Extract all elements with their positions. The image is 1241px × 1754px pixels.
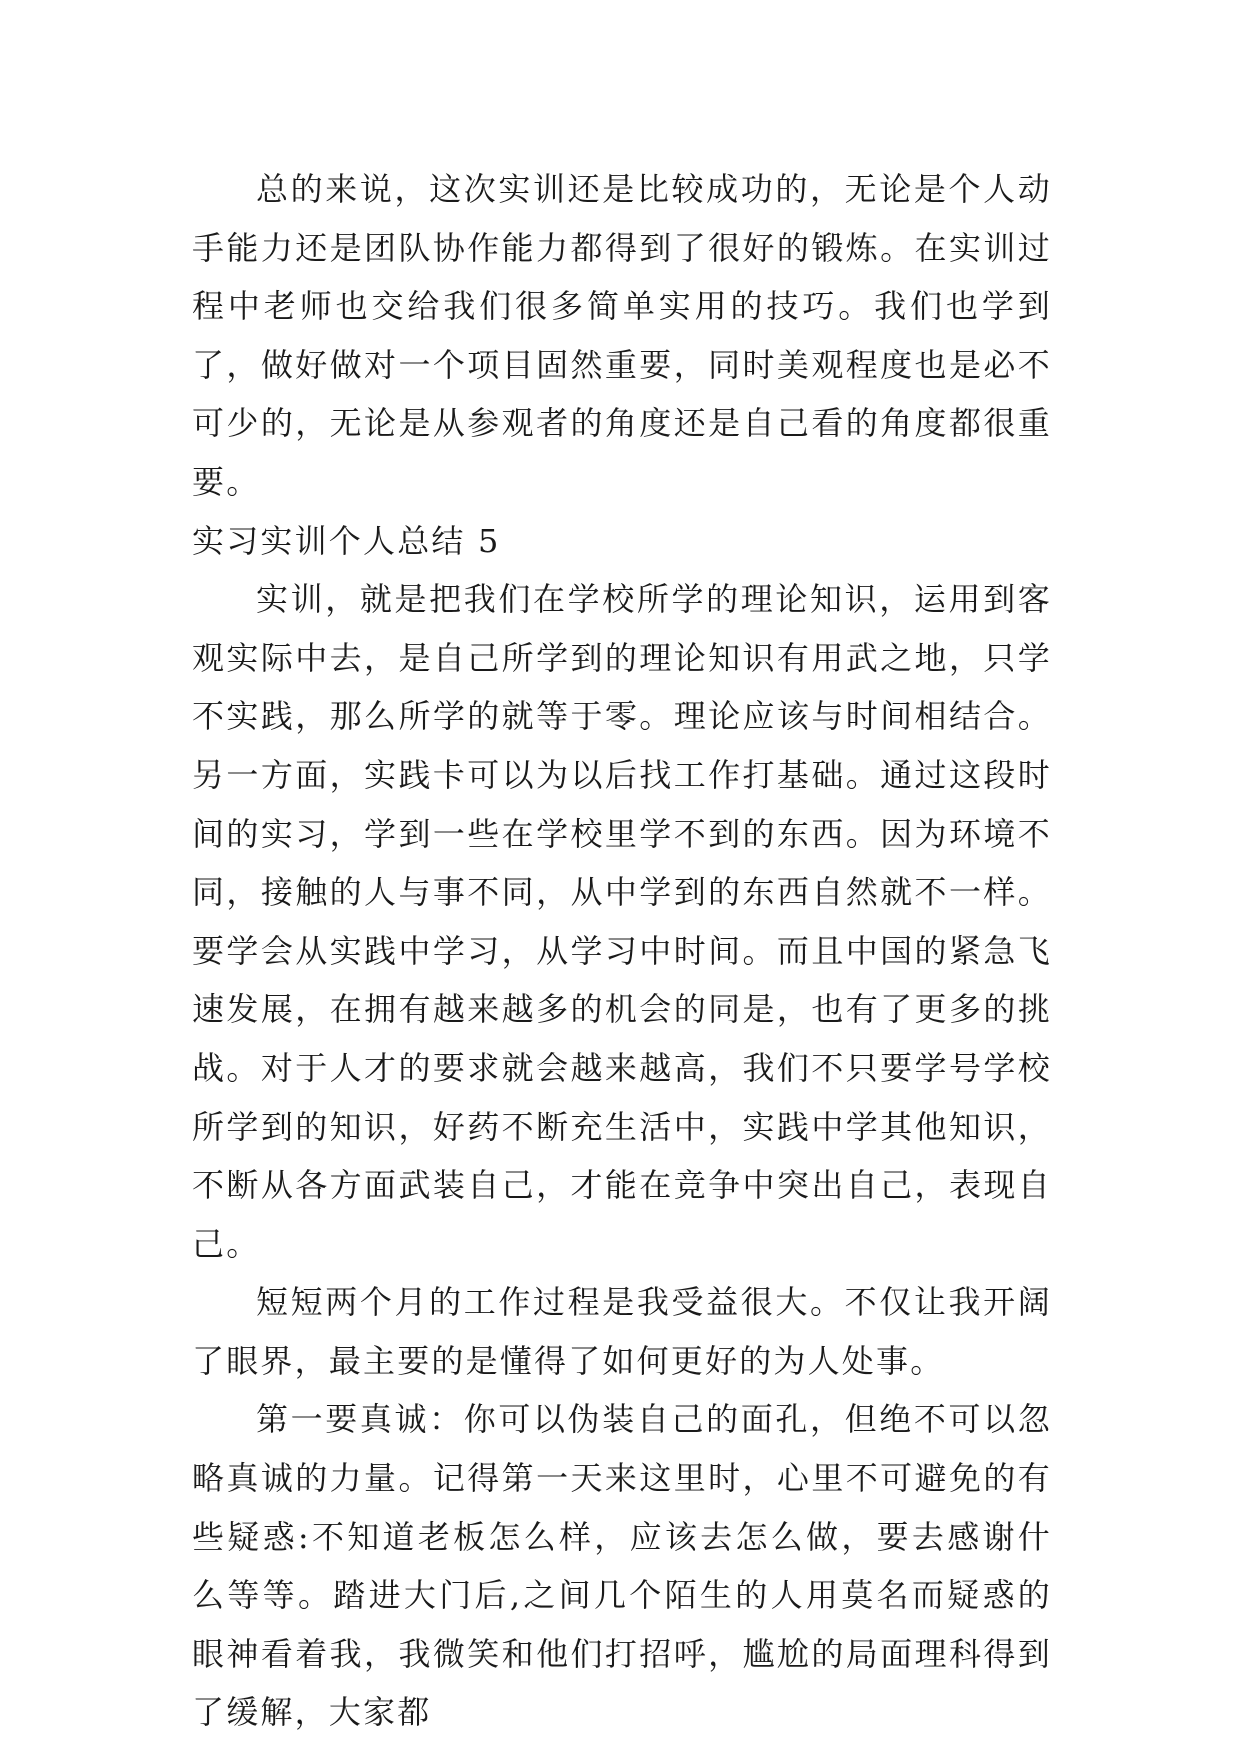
paragraph-summary: 总的来说，这次实训还是比较成功的，无论是个人动手能力还是团队协作能力都得到了很好的锻炼。在实训过程中老师也交给我们很多简单实用的技巧。我们也学到了，做好做对一个项目固然重要，同时美观程度也是必不可少的，无论是从参观者的角度还是自己看的角度都很重要。 [192,170,1052,501]
paragraph-training-definition: 实训，就是把我们在学校所学的理论知识，运用到客观实际中去，是自己所学到的理论知识有用武之地，只学不实践，那么所学的就等于零。理论应该与时间相结合。另一方面，实践卡可以为以后找工作打基础。通过这段时间的实习，学到一些在学校里学不到的东西。因为环境不同，接触的人与事不同，从中学到的东西自然就不一样。要学会从实践中学习，从学习中时间。而且中国的紧急飞速发展，在拥有越来越多的机会的同是，也有了更多的挑战。对于人才的要求就会越来越高，我们不只要学号学校所学到的知识，好药不断充生活中，实践中学其他知识，不断从各方面武装自己，才能在竞争中突出自己，表现自己。 [192,580,1052,1263]
paragraph-two-months: 短短两个月的工作过程是我受益很大。不仅让我开阔了眼界，最主要的是懂得了如何更好的为人处事。 [192,1283,1052,1380]
document-body [192,160,1052,1742]
paragraph-sincerity: 第一要真诚：你可以伪装自己的面孔，但绝不可以忽略真诚的力量。记得第一天来这里时，心里不可避免的有些疑惑:不知道老板怎么样，应该去怎么做，要去感谢什么等等。踏进大门后,之间几个陌生的人用莫名而疑惑的眼神看着我，我微笑和他们打招呼，尴尬的局面理科得到了缓解，大家都 [192,1400,1052,1732]
section-heading: 实习实训个人总结 5 [192,521,501,560]
